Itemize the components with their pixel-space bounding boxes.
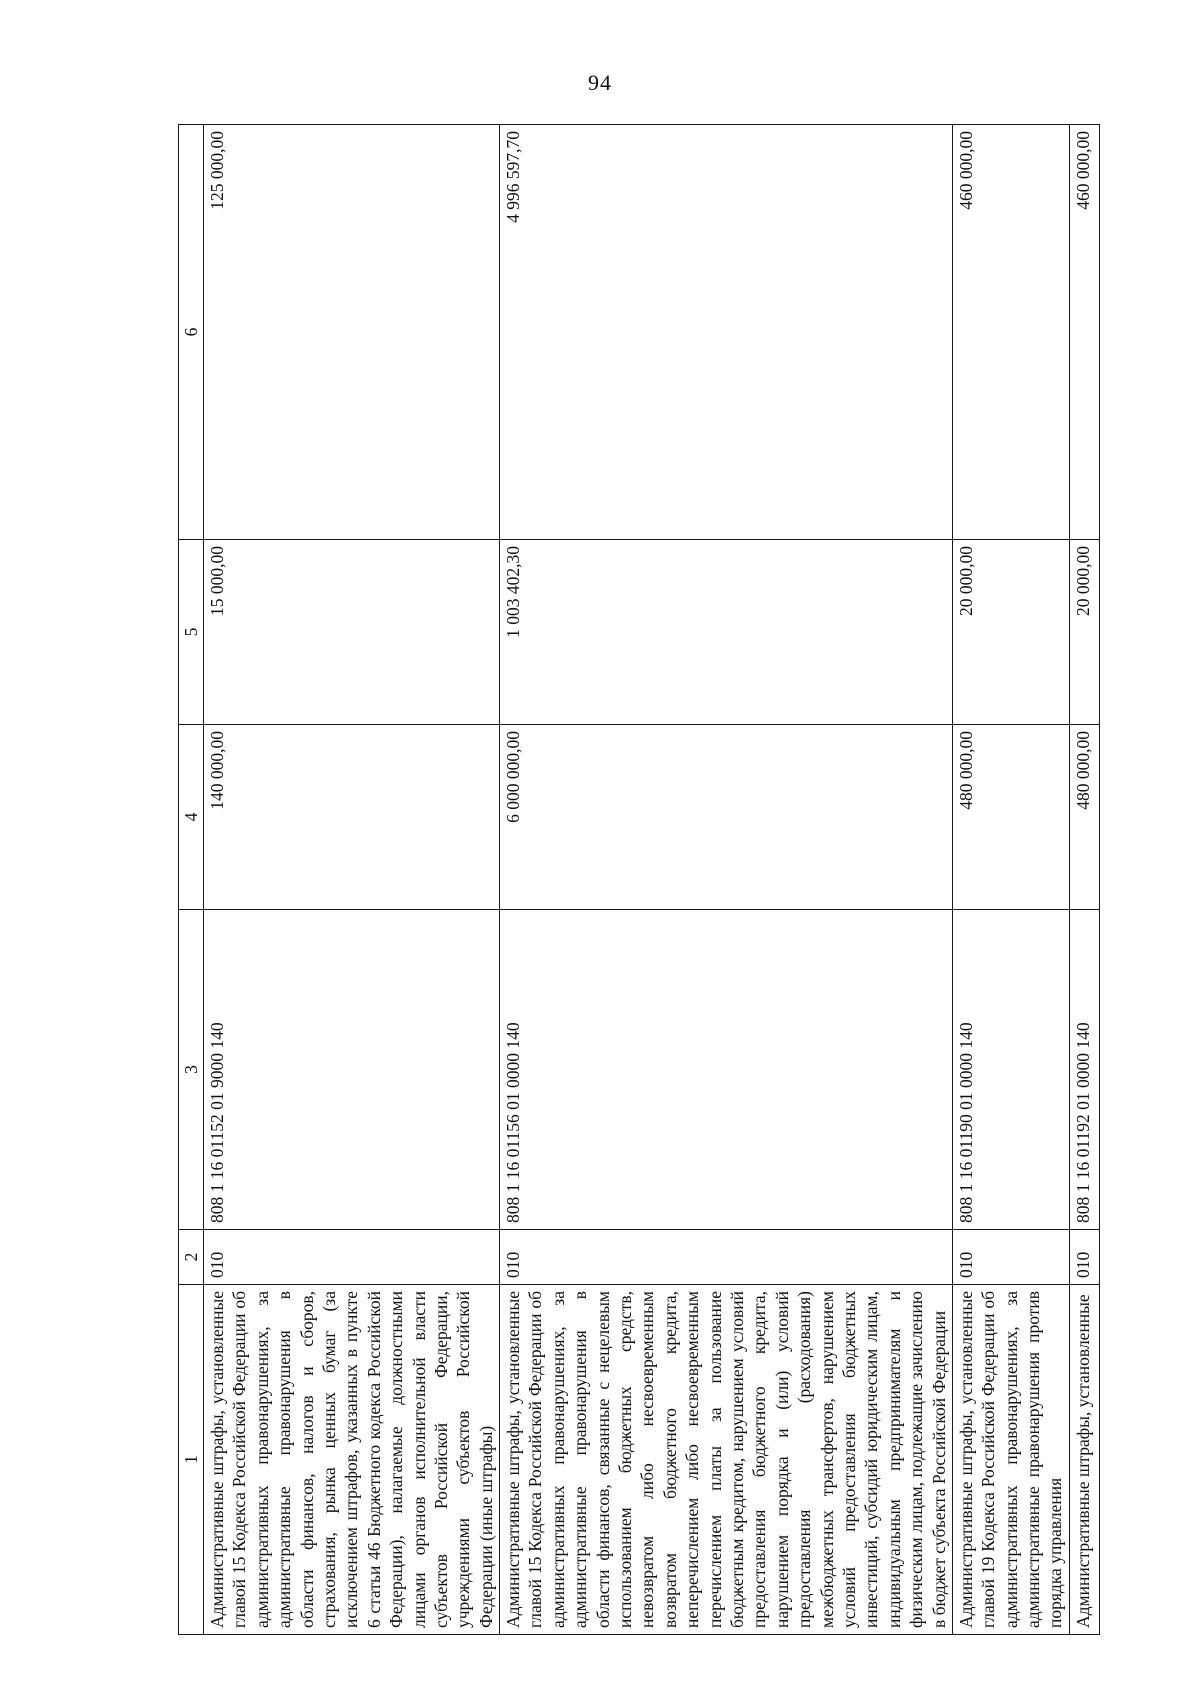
row-col4-value: 6 000 000,00 (500, 725, 953, 910)
row-code: 010 (500, 1230, 953, 1285)
table-row (952, 125, 1069, 1635)
row-col4-value: 480 000,00 (1069, 725, 1099, 910)
row-col5-value: 15 000,00 (204, 540, 500, 725)
header-col-4: 4 (179, 725, 204, 910)
row-description: Административные штрафы, установленные главой 19 Кодекса Российской Федерации об административных правонарушениях, за административные правонарушения против порядка управления (952, 1285, 1069, 1635)
row-kbk: 808 1 16 01192 01 0000 140 (1069, 910, 1099, 1230)
page-number: 94 (588, 70, 612, 95)
header-col-5: 5 (179, 540, 204, 725)
table-header-row (179, 125, 204, 1635)
row-col6-value: 460 000,00 (1069, 125, 1099, 540)
row-col5-value: 20 000,00 (1069, 540, 1099, 725)
row-col6-value: 125 000,00 (204, 125, 500, 540)
row-kbk: 808 1 16 01190 01 0000 140 (952, 910, 1069, 1230)
row-col5-value: 1 003 402,30 (500, 540, 953, 725)
row-code: 010 (952, 1230, 1069, 1285)
header-col-6: 6 (179, 125, 204, 540)
table-row (1069, 125, 1099, 1635)
header-col-2: 2 (179, 1230, 204, 1285)
row-col4-value: 480 000,00 (952, 725, 1069, 910)
row-description: Административные штрафы, установленные главой 15 Кодекса Российской Федерации об административных правонарушениях, за административные правонарушения в области финансов, связанные с нецелевым использованием бюджетных средств, невозвратом либо несвоевременным возвратом бюджетного кредита, неперечислением либо несвоевременным перечислением платы за пользование бюджетным кредитом, нарушением условий предоставления бюджетного кредита, нарушением порядка и (или) условий предоставления (расходования) межбюджетных трансфертов, нарушением условий предоставления бюджетных инвестиций, субсидий юридическим лицам, индивидуальным предпринимателям и физическим лицам, подлежащие зачислению в бюджет субъекта Российской Федерации (500, 1285, 953, 1635)
table-row (204, 125, 500, 1635)
budget-revenue-table (178, 124, 1100, 1635)
row-kbk: 808 1 16 01156 01 0000 140 (500, 910, 953, 1230)
row-col5-value: 20 000,00 (952, 540, 1069, 725)
row-kbk: 808 1 16 01152 01 9000 140 (204, 910, 500, 1230)
header-col-3: 3 (179, 910, 204, 1230)
row-code: 010 (204, 1230, 500, 1285)
row-code: 010 (1069, 1230, 1099, 1285)
row-col6-value: 460 000,00 (952, 125, 1069, 540)
table-row (500, 125, 953, 1635)
row-description: Административные штрафы, установленные (1069, 1285, 1099, 1635)
row-description: Административные штрафы, установленные главой 15 Кодекса Российской Федерации об административных правонарушениях, за административные правонарушения в области финансов, налогов и сборов, страхования, рынка ценных бумаг (за исключением штрафов, указанных в пункте 6 статьи 46 Бюджетного кодекса Российской Федерации), налагаемые должностными лицами органов исполнительной власти субъектов Российской Федерации, учреждениями субъектов Российской Федерации (иные штрафы) (204, 1285, 500, 1635)
budget-table-rotated (178, 125, 1093, 1635)
header-col-1: 1 (179, 1285, 204, 1635)
row-col6-value: 4 996 597,70 (500, 125, 953, 540)
row-col4-value: 140 000,00 (204, 725, 500, 910)
